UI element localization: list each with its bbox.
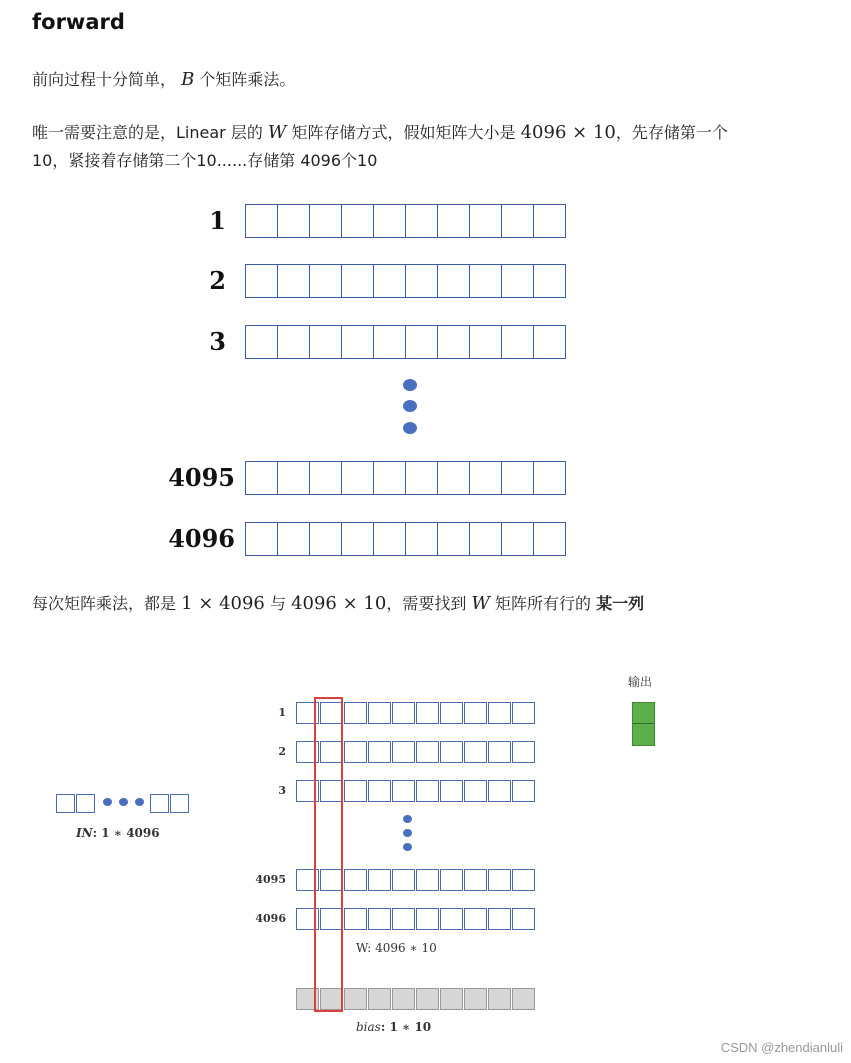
bias-label: bias — [356, 1020, 381, 1034]
dims-input: 1 × 4096 — [181, 593, 265, 614]
row-label: 4096 — [168, 524, 235, 553]
para-storage-line1 — [32, 119, 728, 147]
output-vector — [632, 702, 655, 746]
ellipsis-dot — [403, 379, 417, 391]
weight-caption: W: 4096 ∗ 10 — [356, 941, 437, 955]
row-label: 2 — [209, 266, 226, 295]
bias-dims: : 1 ∗ 10 — [380, 1020, 432, 1034]
para-multiply — [32, 590, 644, 618]
storage-text-pre: 唯一需要注意的是，Linear 层的 — [32, 123, 268, 142]
multiply-text-pre: 每次矩阵乘法，都是 — [32, 594, 182, 613]
row-label: 4096 — [255, 912, 286, 925]
matrix-row — [245, 204, 566, 238]
multiply-text-mid: 与 — [264, 594, 292, 613]
emphasis-column: 某一列 — [596, 594, 645, 613]
matrix-row — [245, 264, 566, 298]
para-intro — [32, 66, 295, 94]
row-label: 3 — [278, 784, 286, 797]
row-label: 4095 — [255, 873, 286, 886]
row-label: 1 — [278, 706, 286, 719]
ellipsis-dot — [403, 815, 412, 823]
highlight-column — [314, 697, 343, 1012]
ellipsis-dot — [403, 400, 417, 412]
row-label: 2 — [278, 745, 286, 758]
matrix-row — [245, 522, 566, 556]
para-intro-post: 个矩阵乘法。 — [194, 70, 296, 89]
row-label: 4095 — [168, 463, 235, 492]
ellipsis-dot — [403, 843, 412, 851]
watermark: CSDN @zhendianluli — [720, 1040, 843, 1055]
multiply-text-mid2: ，需要找到 — [386, 594, 472, 613]
ellipsis-dot — [403, 829, 412, 837]
input-caption — [76, 826, 160, 840]
output-label: 输出 — [628, 675, 653, 689]
para-storage-line2: 10，紧接着存储第二个10......存储第 4096个10 — [32, 151, 378, 170]
matrix-row — [245, 325, 566, 359]
row-label: 1 — [209, 206, 226, 235]
var-w: W — [267, 122, 287, 143]
input-label: IN — [76, 826, 93, 840]
ellipsis-dot — [119, 798, 128, 806]
ellipsis-dot — [135, 798, 144, 806]
multiply-text-post: 矩阵所有行的 — [489, 594, 597, 613]
storage-dims: 4096 × 10 — [520, 122, 616, 143]
section-heading: forward — [32, 10, 125, 34]
matrix-row — [245, 461, 566, 495]
input-vector-end — [150, 794, 189, 813]
ellipsis-dot — [103, 798, 112, 806]
para-intro-pre: 前向过程十分简单， — [32, 70, 182, 89]
bias-caption — [356, 1020, 431, 1034]
storage-text-mid: 矩阵存储方式，假如矩阵大小是 — [286, 123, 521, 142]
input-vector — [56, 794, 95, 813]
ellipsis-dot — [403, 422, 417, 434]
input-dims: : 1 ∗ 4096 — [92, 826, 160, 840]
var-w: W — [471, 593, 490, 614]
var-b: B — [181, 69, 195, 90]
dims-weight: 4096 × 10 — [291, 593, 387, 614]
storage-text-post: ，先存储第一个 — [615, 123, 728, 142]
row-label: 3 — [209, 327, 226, 356]
